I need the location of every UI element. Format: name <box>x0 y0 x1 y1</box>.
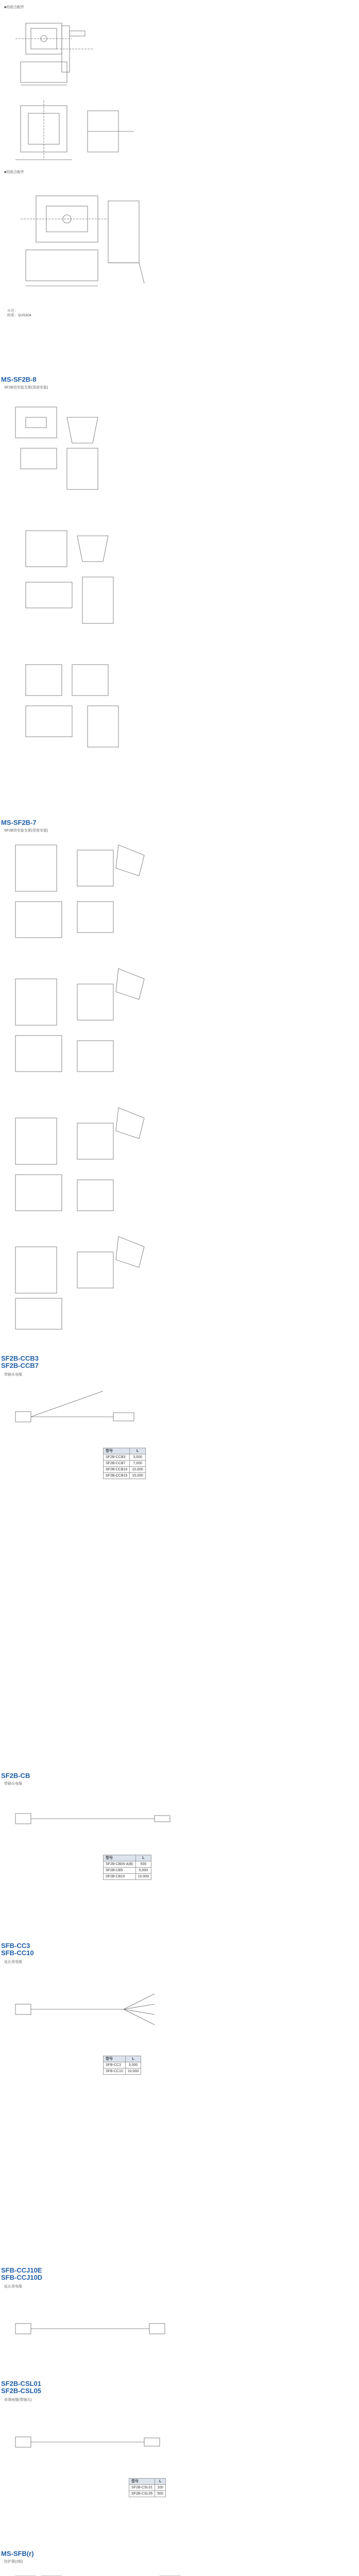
section-2-note <box>3 304 31 323</box>
cb-table <box>103 1855 151 1880</box>
cc-cell: SFB-CC3 <box>104 2062 126 2069</box>
section-2-heading: ■用组合配件 <box>4 171 25 174</box>
csl-cell: 100 <box>155 2485 166 2491</box>
title-sfb-ccj: SFB-CCJ10E SFB-CCJ10D <box>1 2266 43 2281</box>
csl-header-model: 型号 <box>129 2479 155 2485</box>
cc-cell: 10,000 <box>125 2069 141 2075</box>
cb-cell: SF2B-CB5 <box>104 1868 136 1874</box>
drawing-cc <box>10 1973 175 2045</box>
subtitle-ms-sf2b-7: SF2B用安装支架(背部安装) <box>4 829 48 833</box>
drawing-sfb <box>5 2571 252 2576</box>
cb-header-l: L <box>135 1855 151 1861</box>
drawing-ccj <box>10 2298 175 2360</box>
title-sf2b-csl: SF2B-CSL01 SF2B-CSL05 <box>1 2380 42 2395</box>
ccb-cell: SF2B-CCB3 <box>104 1454 130 1461</box>
csl-header-l: L <box>155 2479 166 2485</box>
cb-header-model: 型号 <box>104 1855 136 1861</box>
cb-cell: SF2B-CB05-A(B) <box>104 1861 136 1868</box>
subtitle-sf2b-ccb: 带插头电缆 <box>4 1373 22 1377</box>
ccb-cell: SF2B-CCB10 <box>104 1467 130 1473</box>
cc-table <box>103 2056 141 2075</box>
note-label: ※注： <box>7 309 18 313</box>
drawing-1b <box>57 21 93 77</box>
csl-cell: 500 <box>155 2491 166 2497</box>
cb-cell: 500 <box>135 1861 151 1868</box>
ccb-header-model: 型号 <box>104 1448 130 1454</box>
ccb-header-l: L <box>130 1448 145 1454</box>
subtitle-ms-sfb: 防护罩(2根) <box>4 2560 23 2564</box>
title-ms-sf2b-7: MS-SF2B-7 <box>1 819 37 826</box>
title-sfb-cc: SFB-CC3 SFB-CC10 <box>1 1942 34 1957</box>
subtitle-sfb-cc: 延长用电缆 <box>4 1960 22 1964</box>
cc-cell: SFB-CC10 <box>104 2069 126 2075</box>
subtitle-sfb-ccj: 延长用电缆 <box>4 2285 22 2289</box>
subtitle-sf2b-csl: 单端电缆(带插头) <box>4 2398 32 2402</box>
cb-cell: SF2B-CB10 <box>104 1874 136 1880</box>
drawing-csl <box>10 2411 175 2473</box>
drawing-cb <box>10 1793 175 1844</box>
csl-cell: SF2B-CSL05 <box>129 2491 155 2497</box>
cb-cell: 10,000 <box>135 1874 151 1880</box>
cb-cell: 5,000 <box>135 1868 151 1874</box>
title-sf2b-ccb: SF2B-CCB3 SF2B-CCB7 <box>1 1354 39 1369</box>
ccb-cell: SF2B-CCB15 <box>104 1473 130 1479</box>
drawing-2 <box>5 180 160 299</box>
csl-table <box>129 2478 166 2497</box>
cc-header-model: 型号 <box>104 2056 126 2062</box>
drawing-sf2b-8 <box>5 397 170 799</box>
csl-cell: SF2B-CSL01 <box>129 2485 155 2491</box>
title-ms-sfb: MS-SFB(r) <box>1 2550 34 2557</box>
subtitle-ms-sf2b-8: SF2B用安装支架(顶部安装) <box>4 386 48 389</box>
drawing-sf2b-7 <box>5 840 180 1345</box>
drawing-ccb <box>10 1386 165 1448</box>
ccb-table <box>103 1448 146 1479</box>
section-1-heading: ■用组合配件 <box>4 6 25 9</box>
cc-header-l: L <box>125 2056 141 2062</box>
title-ms-sf2b-8: MS-SF2B-8 <box>1 376 37 383</box>
note-material: 材质：SUS304 <box>7 314 31 317</box>
cc-cell: 3,000 <box>125 2062 141 2069</box>
title-sf2b-cb: SF2B-CB <box>1 1772 30 1780</box>
ccb-cell: 7,000 <box>130 1461 145 1467</box>
ccb-cell: 15,000 <box>130 1473 145 1479</box>
ccb-cell: 3,000 <box>130 1454 145 1461</box>
subtitle-sf2b-cb: 带插头电缆 <box>4 1782 22 1786</box>
ccb-cell: SF2B-CCB7 <box>104 1461 130 1467</box>
ccb-cell: 10,000 <box>130 1467 145 1473</box>
drawing-1c <box>10 100 139 167</box>
